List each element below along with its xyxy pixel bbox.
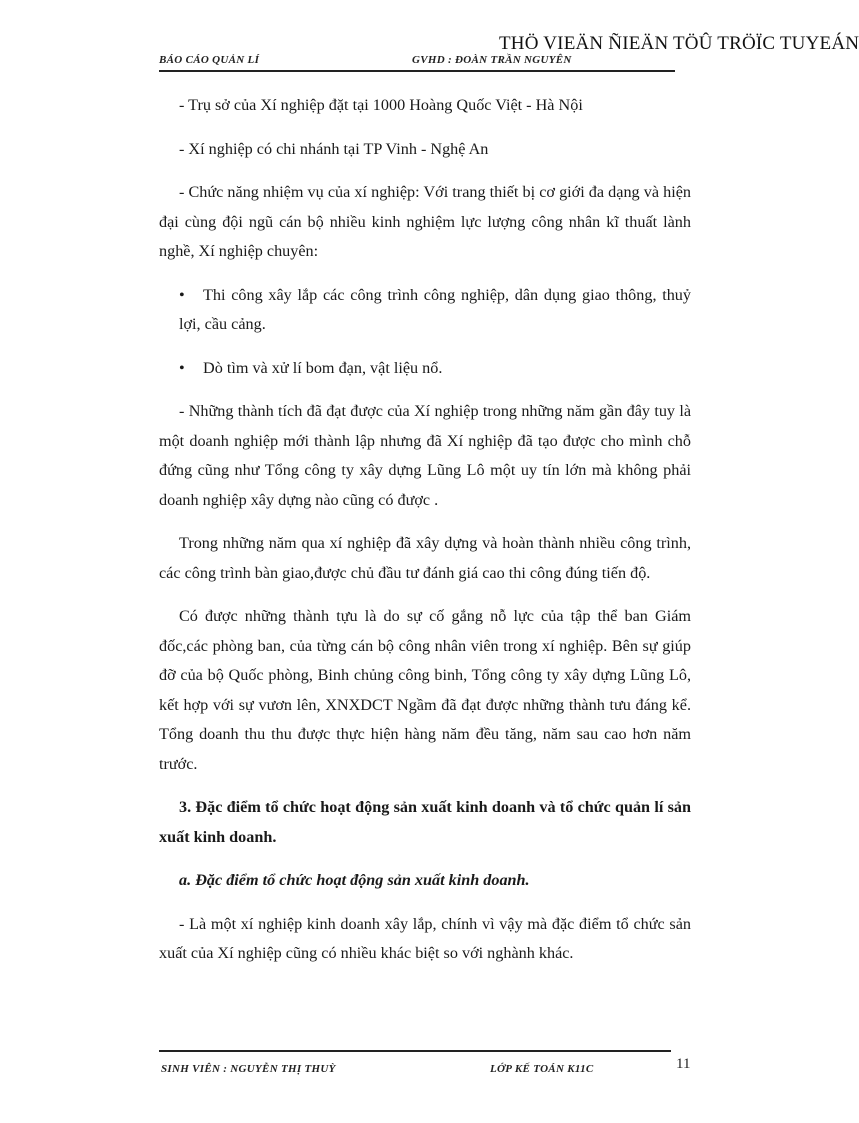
page-number: 11 bbox=[676, 1056, 691, 1072]
subsection-title: a. Đặc điểm tổ chức hoạt động sản xuất kinh doanh. bbox=[179, 871, 530, 889]
paragraph-headquarters: - Trụ sở của Xí nghiệp đặt tại 1000 Hoàng Quốc Việt - Hà Nội bbox=[179, 96, 583, 114]
bullet-icon: • bbox=[179, 358, 185, 377]
watermark-text: THÖ VIEÄN ÑIEÄN TÖÛ TRÖÏC TUYEÁN bbox=[499, 33, 859, 54]
paragraph-success: Có được những thành tựu là do sự cố gắng nỗ lực của tập thể ban Giám đốc,các phòng ban, của từng cán bộ công nhân viên trong xí nghiệp. Bên sự giúp đỡ của bộ Quốc phòng, Binh chủng công binh, Tổng công ty xây dựng Lũng Lô, kết hợp với sự vươn lên, XNXDCT Ngầm đã đạt được những thành tưu đáng kể. Tổng doanh thu thu được thực hiện hàng năm đều tăng, năm sau cao hơn năm trước. bbox=[159, 607, 691, 773]
bullet-icon: • bbox=[179, 285, 185, 304]
footer-divider bbox=[159, 1050, 671, 1052]
paragraph-characteristics: - Là một xí nghiệp kinh doanh xây lắp, chính vì vậy mà đặc điểm tổ chức sản xuất của Xí nghiệp cũng có nhiều khác biệt so với nghành khác. bbox=[159, 914, 691, 962]
paragraph-projects: Trong những năm qua xí nghiệp đã xây dựng và hoàn thành nhiều công trình, các công trình bàn giao,được chủ đầu tư đánh giá cao thi công đúng tiến độ. bbox=[159, 534, 691, 582]
bullet-text: Thi công xây lắp các công trình công nghiệp, dân dụng giao thông, thuỷ lợi, cầu cảng. bbox=[179, 285, 691, 333]
document-body bbox=[159, 91, 691, 983]
footer-class: LỚP KẾ TOÁN K11C bbox=[490, 1063, 594, 1075]
paragraph-achievements: - Những thành tích đã đạt được của Xí nghiệp trong những năm gần đây tuy là một doanh nghiệp mới thành lập nhưng đã Xí nghiệp đã tạo được cho mình chỗ đứng cũng như Tổng công ty xây dựng Lũng Lô một uy tín lớn mà không phải doanh nghiệp xây dựng nào cũng có được . bbox=[159, 402, 691, 509]
paragraph-functions: - Chức năng nhiệm vụ của xí nghiệp: Với trang thiết bị cơ giới đa dạng và hiện đại cùng đội ngũ cán bộ nhiều kinh nghiệm lực lượng công nhân kĩ thuất lành nghề, Xí nghiệp chuyên: bbox=[159, 183, 691, 260]
bullet-item bbox=[159, 354, 691, 384]
footer-student: SINH VIÊN : NGUYỄN THỊ THUỲ bbox=[161, 1063, 336, 1075]
header-divider bbox=[159, 70, 675, 72]
header-supervisor: GVHD : ĐOÀN TRẦN NGUYÊN bbox=[412, 54, 572, 66]
bullet-text: Dò tìm và xử lí bom đạn, vật liệu nổ. bbox=[203, 358, 443, 377]
paragraph-branch: - Xí nghiệp có chi nhánh tại TP Vinh - Nghệ An bbox=[179, 139, 489, 158]
bullet-item bbox=[159, 281, 691, 340]
section-title: 3. Đặc điểm tổ chức hoạt động sản xuất kinh doanh và tổ chức quản lí sản xuất kinh doanh. bbox=[159, 798, 691, 846]
header-report-title: BÁO CÁO QUẢN LÍ bbox=[159, 54, 260, 66]
